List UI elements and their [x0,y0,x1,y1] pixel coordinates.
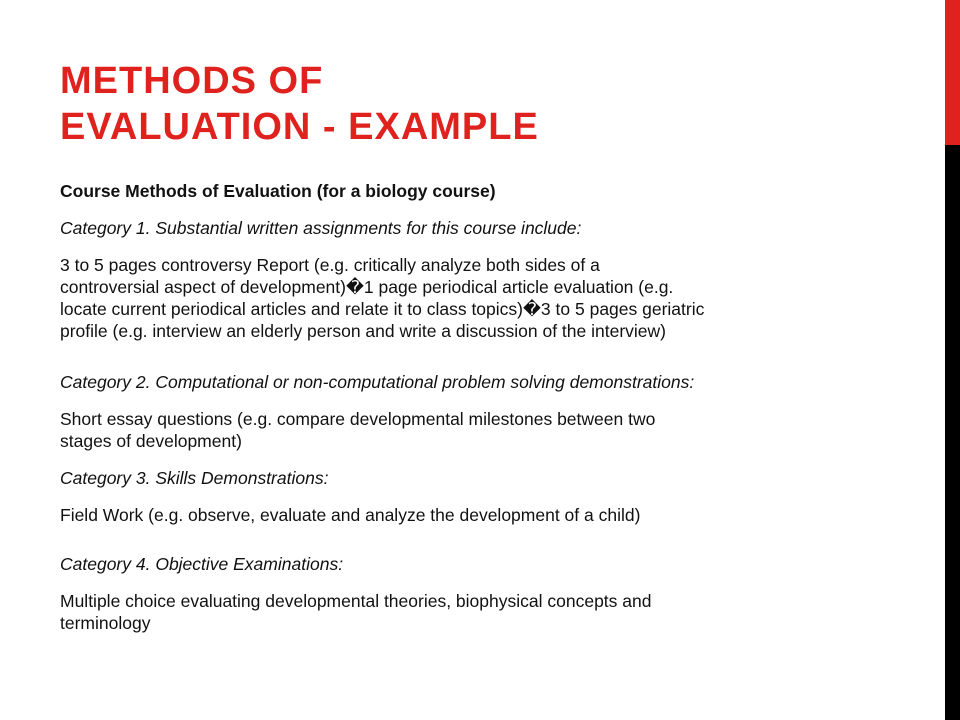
category-3-text: Field Work (e.g. observe, evaluate and analyze the development of a child) [60,505,641,525]
slide-body [60,180,860,634]
title-line-1: METHODS OF [60,60,324,102]
category-1-text: 3 to 5 pages controversy Report (e.g. critically analyze both sides of a controversial aspect of development)�1 page periodical article evaluation (e.g. locate current periodical articles and relate it to class topics)�3 to 5 pages geriatric profile (e.g. interview an elderly person and write a discussion of the interview) [60,255,705,341]
category-2-label: Category 2. Computational or non-computational problem solving demonstrations: [60,372,695,392]
title-line-2: EVALUATION - EXAMPLE [60,106,539,148]
slide-title [60,58,900,150]
category-4-label: Category 4. Objective Examinations: [60,554,344,574]
course-heading: Course Methods of Evaluation (for a biology course) [60,181,496,201]
accent-bar-red [945,0,960,145]
accent-bar-black [945,145,960,720]
category-3-label: Category 3. Skills Demonstrations: [60,468,329,488]
category-1-label: Category 1. Substantial written assignments for this course include: [60,218,582,238]
category-2-text: Short essay questions (e.g. compare developmental milestones between two stages of development) [60,409,656,451]
category-4-text: Multiple choice evaluating developmental theories, biophysical concepts and terminology [60,591,652,633]
